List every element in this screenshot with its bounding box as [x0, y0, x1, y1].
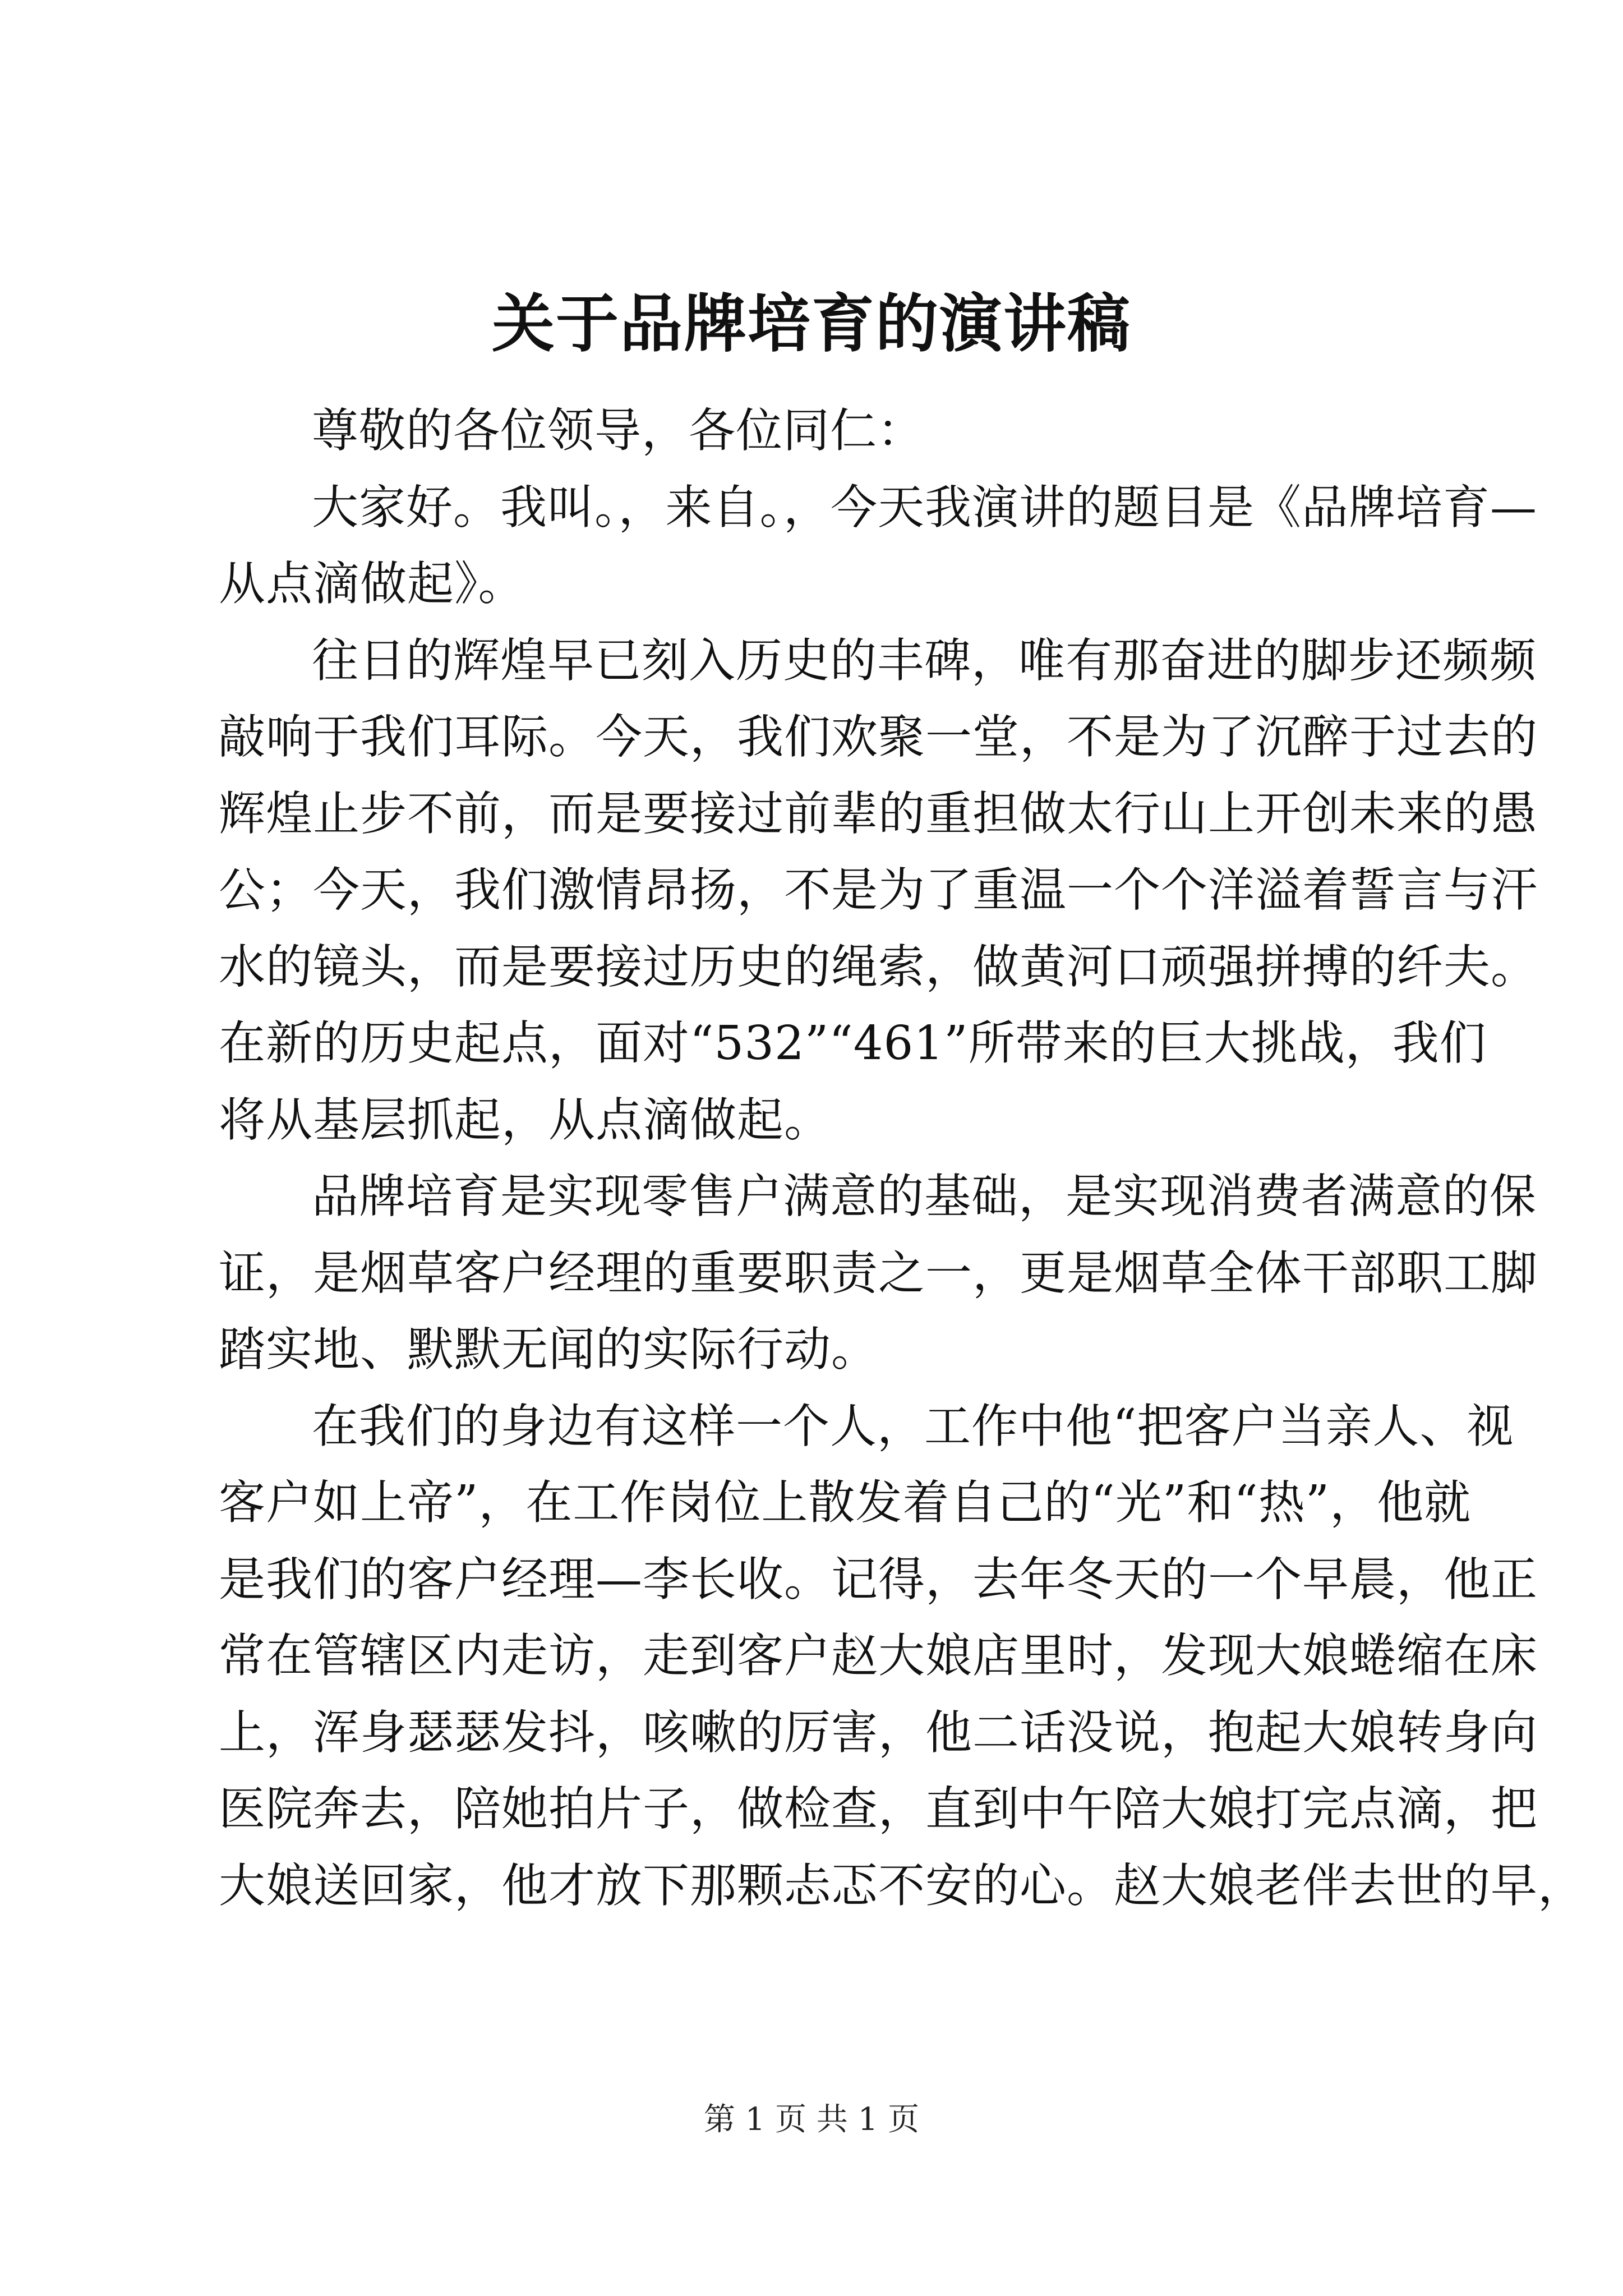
text-line: 常在管辖区内走访，走到客户赵大娘店里时，发现大娘蜷缩在床: [219, 1628, 1538, 1683]
text-line: 往日的辉煌早已刻入历史的丰碑，唯有那奋进的脚步还频频: [312, 633, 1537, 688]
document-title: 关于品牌培育的演讲稿: [492, 287, 1131, 361]
paragraph-brand-cultivation: [219, 1158, 1538, 1388]
text-line: 在我们的身边有这样一个人，工作中他“把客户当亲人、视: [312, 1398, 1514, 1453]
document-body: [219, 393, 1585, 1924]
text-line: 是我们的客户经理—李长收。记得，去年冬天的一个早晨，他正: [219, 1552, 1538, 1607]
text-line: 客户如上帝”，在工作岗位上散发着自己的“光”和“热”，他就: [219, 1475, 1472, 1530]
text-line: 上，浑身瑟瑟发抖，咳嗽的厉害，他二话没说，抱起大娘转身向: [219, 1705, 1538, 1760]
text-line: 敲响于我们耳际。今天，我们欢聚一堂，不是为了沉醉于过去的: [219, 710, 1538, 764]
text-line: 大家好。我叫。，来自。，今天我演讲的题目是《品牌培育—: [312, 480, 1537, 535]
text-line: 尊敬的各位领导，各位同仁：: [312, 403, 924, 458]
text-line: 从点滴做起》。: [219, 556, 525, 611]
paragraph-history: [219, 623, 1538, 1159]
text-line: 水的镜头，而是要接过历史的绳索，做黄河口顽强拼搏的纤夫。: [219, 939, 1538, 994]
paragraph-greeting: [219, 470, 1537, 623]
text-line: 医院奔去，陪她拍片子，做检查，直到中午陪大娘打完点滴，把: [219, 1782, 1538, 1836]
text-line: 将从基层抓起，从点滴做起。: [219, 1092, 831, 1147]
text-line: 辉煌止步不前，而是要接过前辈的重担做太行山上开创未来的愚: [219, 786, 1538, 841]
text-line: 品牌培育是实现零售户满意的基础，是实现消费者满意的保: [312, 1169, 1537, 1223]
page-footer: 第 1 页 共 1 页: [703, 2101, 920, 2138]
text-line: 大娘送回家，他才放下那颗忐忑不安的心。赵大娘老伴去世的早，: [219, 1858, 1585, 1913]
paragraph-story: [219, 1388, 1585, 1925]
text-line: 证，是烟草客户经理的重要职责之一，更是烟草全体干部职工脚: [219, 1245, 1538, 1300]
paragraph-salutation: [219, 393, 1424, 470]
text-line: 在新的历史起点，面对“532”“461”所带来的巨大挑战，我们: [219, 1016, 1487, 1070]
text-line: 公；今天，我们激情昂扬，不是为了重温一个个洋溢着誓言与汗: [219, 863, 1538, 917]
text-line: 踏实地、默默无闻的实际行动。: [219, 1322, 878, 1377]
